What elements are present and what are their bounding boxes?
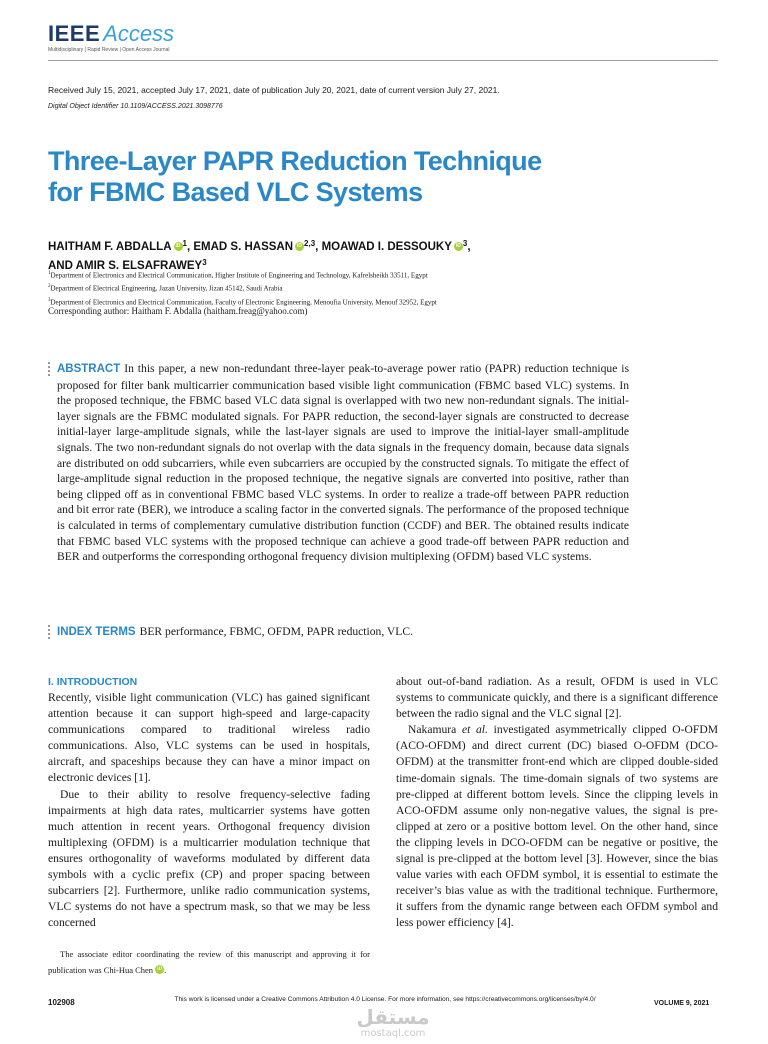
abstract-label: ABSTRACT [57, 363, 121, 375]
paper-title [48, 146, 688, 208]
intro-paragraph-1: Recently, visible light communication (VLC) has gained significant attention because it can support high-speed and large-capacity communications compared to traditional wireless radio communications. Also, VLC systems can be used in hospitals, aircraft, and spaceships because they can have a minor impact on electronic devices [1]. [48, 691, 370, 785]
doi[interactable]: Digital Object Identifier 10.1109/ACCESS.2021.3098776 [48, 103, 223, 110]
watermark [328, 1006, 458, 1040]
intro-paragraph-3: about out-of-band radiation. As a result, OFDM is used in VLC systems to communicate quickly, and there is a significant difference between the radio signal and the VLC signal [2]. [396, 675, 718, 721]
affiliation-item [48, 268, 688, 281]
orcid-icon[interactable]: iD [175, 243, 181, 249]
volume-label: VOLUME 9, 2021 [654, 1000, 710, 1007]
header-divider [48, 60, 718, 61]
orcid-icon[interactable]: iD [157, 967, 163, 972]
affiliation-text: Department of Electronics and Electrical Communication, Higher Institute of Engineering and Technology, Kafrelsheikh 33511, Egypt [50, 271, 428, 280]
logo-tagline: Multidisciplinary | Rapid Review | Open Access Journal [48, 47, 170, 53]
page-number: 102908 [48, 998, 75, 1007]
license-notice[interactable]: This work is licensed under a Creative Commons Attribution 4.0 License. For more information, see https://creativecommons.org/licenses/by/4.0/ [174, 996, 596, 1003]
author-list: HAITHAM F. ABDALLA iD $^1$, EMAD S. HASSAN iD $^{2,3}$, MOAWAD I. DESSOUKY iD $^3$, AND AMIR S. ELSAFRAWEY$^3$ [48, 239, 471, 272]
watermark-latin: mostaql.com [360, 1028, 426, 1039]
et-al: et al. [461, 723, 488, 737]
paragraph-text: Nakamura [408, 723, 462, 737]
title-line-1: Three-Layer PAPR Reduction Technique [48, 146, 542, 176]
abstract [57, 361, 629, 565]
watermark-arabic: مستقل [356, 1005, 430, 1029]
affiliation-text: Department of Electronics and Electrical Communication, Faculty of Electronic Engineering, Menoufia University, Menouf 32952, Egypt [50, 297, 437, 306]
index-terms-text: BER performance, FBMC, OFDM, PAPR reduction, VLC. [139, 625, 414, 638]
orcid-icon[interactable]: iD [455, 243, 461, 249]
affiliation-number: 2 [48, 284, 51, 290]
intro-paragraph-2: Due to their ability to resolve frequency-selective fading impairments at high data rates, multicarrier systems have gotten much attention in recent years. Orthogonal frequency division multiplexing (OFDM) is a multicarrier modulation technique that ensures orthogonality of waveforms modulated by different data symbols with a cyclic prefix (CP) and proper spacing between subcarriers [2]. Furthermore, unlike radio communication systems, VLC systems do not have a spectrum mask, so that we may be less concerned [48, 787, 370, 930]
author-4-affiliation: 3 [202, 258, 207, 267]
index-terms [57, 624, 657, 640]
logo-access: Access [103, 21, 175, 46]
abstract-text: In this paper, a new non-redundant three-layer peak-to-average power ratio (PAPR) reduction technique is proposed for filter bank multicarrier communication based visible light communication (FBMC based VLC) systems. In the proposed technique, the FBMC based VLC data signal is overlapped with two new non-redundant signals. The initial-layer signals are the FBMC modulated signals. For PAPR reduction, the second-layer signals are constructed to decrease initial-layer large-amplitude signals, while the last-layer signals are used to improve the initial-layer small-amplitude signals. The two non-redundant signals do not overlap with the data signals in the frequency domain, because data signals are distributed on odd subcarriers, while even subcarriers are occupied by the constructed signals. To mitigate the effect of large-amplitude signal reduction in the proposed technique, the negative signals are converted into positive, rather than being clipped off as in conventional FBMC based VLC systems. In order to realize a trade-off between PAPR reduction and bit error rate (BER), we introduce a scaling factor in the converted signals. The performance of the proposed technique is calculated in terms of complementary cumulative distribution function (CCDF) and BER. The obtained results indicate that FBMC based VLC systems with the proposed technique can achieve a good trade-off between PAPR reduction and BER and outperforms the corresponding orthogonal frequency division multiplexing (OFDM) based VLC systems. [57, 362, 629, 564]
author-3-affiliation: 3 [462, 239, 468, 248]
author-3: MOAWAD I. DESSOUKY [321, 241, 452, 253]
affiliation-item [48, 281, 688, 294]
editor-footnote: The associate editor coordinating the review of this manuscript and approving it for publication was Chi-Hua Chen iD . [48, 949, 370, 975]
affiliation-number: 3 [48, 297, 51, 303]
right-column [396, 674, 718, 932]
author-1: HAITHAM F. ABDALLA [48, 241, 172, 253]
affiliation-text: Department of Electrical Engineering, Jazan University, Jizan 45142, Saudi Arabia [50, 284, 283, 293]
abstract-marker [48, 362, 51, 378]
left-column [48, 674, 370, 931]
author-2: EMAD S. HASSAN [193, 241, 294, 253]
orcid-icon[interactable]: iD [297, 243, 303, 249]
section-heading: I. INTRODUCTION [48, 676, 138, 688]
affiliation-number: 1 [48, 271, 51, 276]
corresponding-author: Corresponding author: Haitham F. Abdalla (haitham.freag@yahoo.com) [48, 306, 308, 316]
footnote-text: The associate editor coordinating the review of this manuscript and approving it for publication was Chi-Hua Chen [48, 949, 370, 975]
index-terms-marker [48, 625, 51, 641]
publication-dates: Received July 15, 2021, accepted July 17, 2021, date of publication July 20, 2021, date of current version July 27, 2021. [48, 85, 500, 95]
paragraph-text: investigated asymmetrically clipped O-OFDM (ACO-OFDM) and direct current (DC) biased O-OFDM (DCO-OFDM) at the transmitter front-end which are clipped double-sided time-domain signals. The time-domain signals of two systems are pre-clipped at different bottom levels. Since the clipping levels in ACO-OFDM assume only non-negative values, the signal is pre-clipped at zero or a positive bottom level. On the other hand, since the clipping levels in DCO-OFDM can be negative or positive, the signal is pre-clipped at the bottom level [3]. However, since the bias value varies with each OFDM symbol, it is essential to estimate the receiver’s bias value as with the traditional technique. Furthermore, it suffers from the dynamic range between each OFDM symbol and less power efficiency [4]. [396, 723, 718, 930]
intro-paragraph-4 [396, 722, 718, 931]
title-line-2: for FBMC Based VLC Systems [48, 177, 423, 207]
logo-ieee: IEEE [48, 21, 101, 46]
author-2-affiliation: 2,3 [304, 239, 316, 248]
affiliations [48, 268, 688, 308]
journal-logo [48, 22, 174, 53]
author-4: AND AMIR S. ELSAFRAWEY [48, 260, 203, 272]
index-terms-label: INDEX TERMS [57, 626, 136, 638]
author-1-affiliation: 1 [182, 239, 187, 248]
